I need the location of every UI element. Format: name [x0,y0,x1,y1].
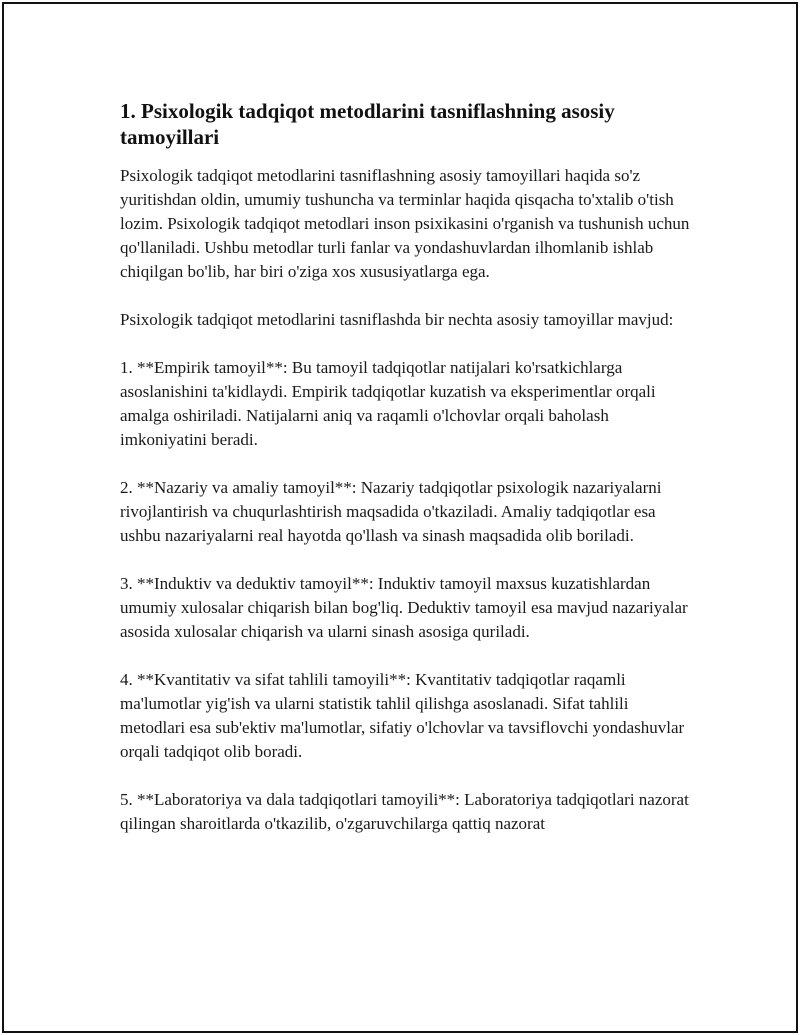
paragraph-principle-5: 5. **Laboratoriya va dala tadqiqotlari tamoyili**: Laboratoriya tadqiqotlari nazorat qilingan sharoitlarda o'tkazilib, o'zgaruvchilarga qattiq nazorat [120,790,689,833]
page-frame [2,2,798,1033]
paragraph-principle-3: 3. **Induktiv va deduktiv tamoyil**: Induktiv tamoyil maxsus kuzatishlardan umumiy xulosalar chiqarish bilan bog'liq. Deduktiv tamoyil esa mavjud nazariyalar asosida xulosalar chiqarish va ularni sinash asosiga quriladi. [120,574,688,641]
paragraph-principle-4: 4. **Kvantitativ va sifat tahlili tamoyili**: Kvantitativ tadqiqotlar raqamli ma'lumotlar yig'ish va ularni statistik tahlil qilishga asoslanadi. Sifat tahlili metodlari esa sub'ektiv ma'lumotlar, sifatiy o'lchovlar va tavsiflovchi yondashuvlar orqali tadqiqot olib boradi. [120,670,685,761]
paragraph-intro: Psixologik tadqiqot metodlarini tasniflashning asosiy tamoyillari haqida so'z yuritishdan oldin, umumiy tushuncha va terminlar haqida qisqacha to'xtalib o'tish lozim. Psixologik tadqiqot metodlari inson psixikasini o'rganish va tushunish uchun qo'llaniladi. Ushbu metodlar turli fanlar va yondashuvlardan ilhomlanib ishlab chiqilgan bo'lib, har biri o'ziga xos xususiyatlarga ega. [120,166,690,281]
document-body [120,98,690,860]
paragraph-principle-1: 1. **Empirik tamoyil**: Bu tamoyil tadqiqotlar natijalari ko'rsatkichlarga asoslanishini ta'kidlaydi. Empirik tadqiqotlar kuzatish va eksperimentlar orqali amalga oshiriladi. Natijalarni aniq va raqamli o'lchovlar orqali baholash imkoniyatini beradi. [120,358,656,449]
paragraph-lead-in: Psixologik tadqiqot metodlarini tasniflashda bir nechta asosiy tamoyillar mavjud: [120,310,674,329]
paragraph-principle-2: 2. **Nazariy va amaliy tamoyil**: Nazariy tadqiqotlar psixologik nazariyalarni rivojlantirish va chuqurlashtirish maqsadida o'tkaziladi. Amaliy tadqiqotlar esa ushbu nazariyalarni real hayotda qo'llash va sinash maqsadida olib boriladi. [120,478,662,545]
section-heading: 1. Psixologik tadqiqot metodlarini tasniflashning asosiy tamoyillari [120,99,615,149]
